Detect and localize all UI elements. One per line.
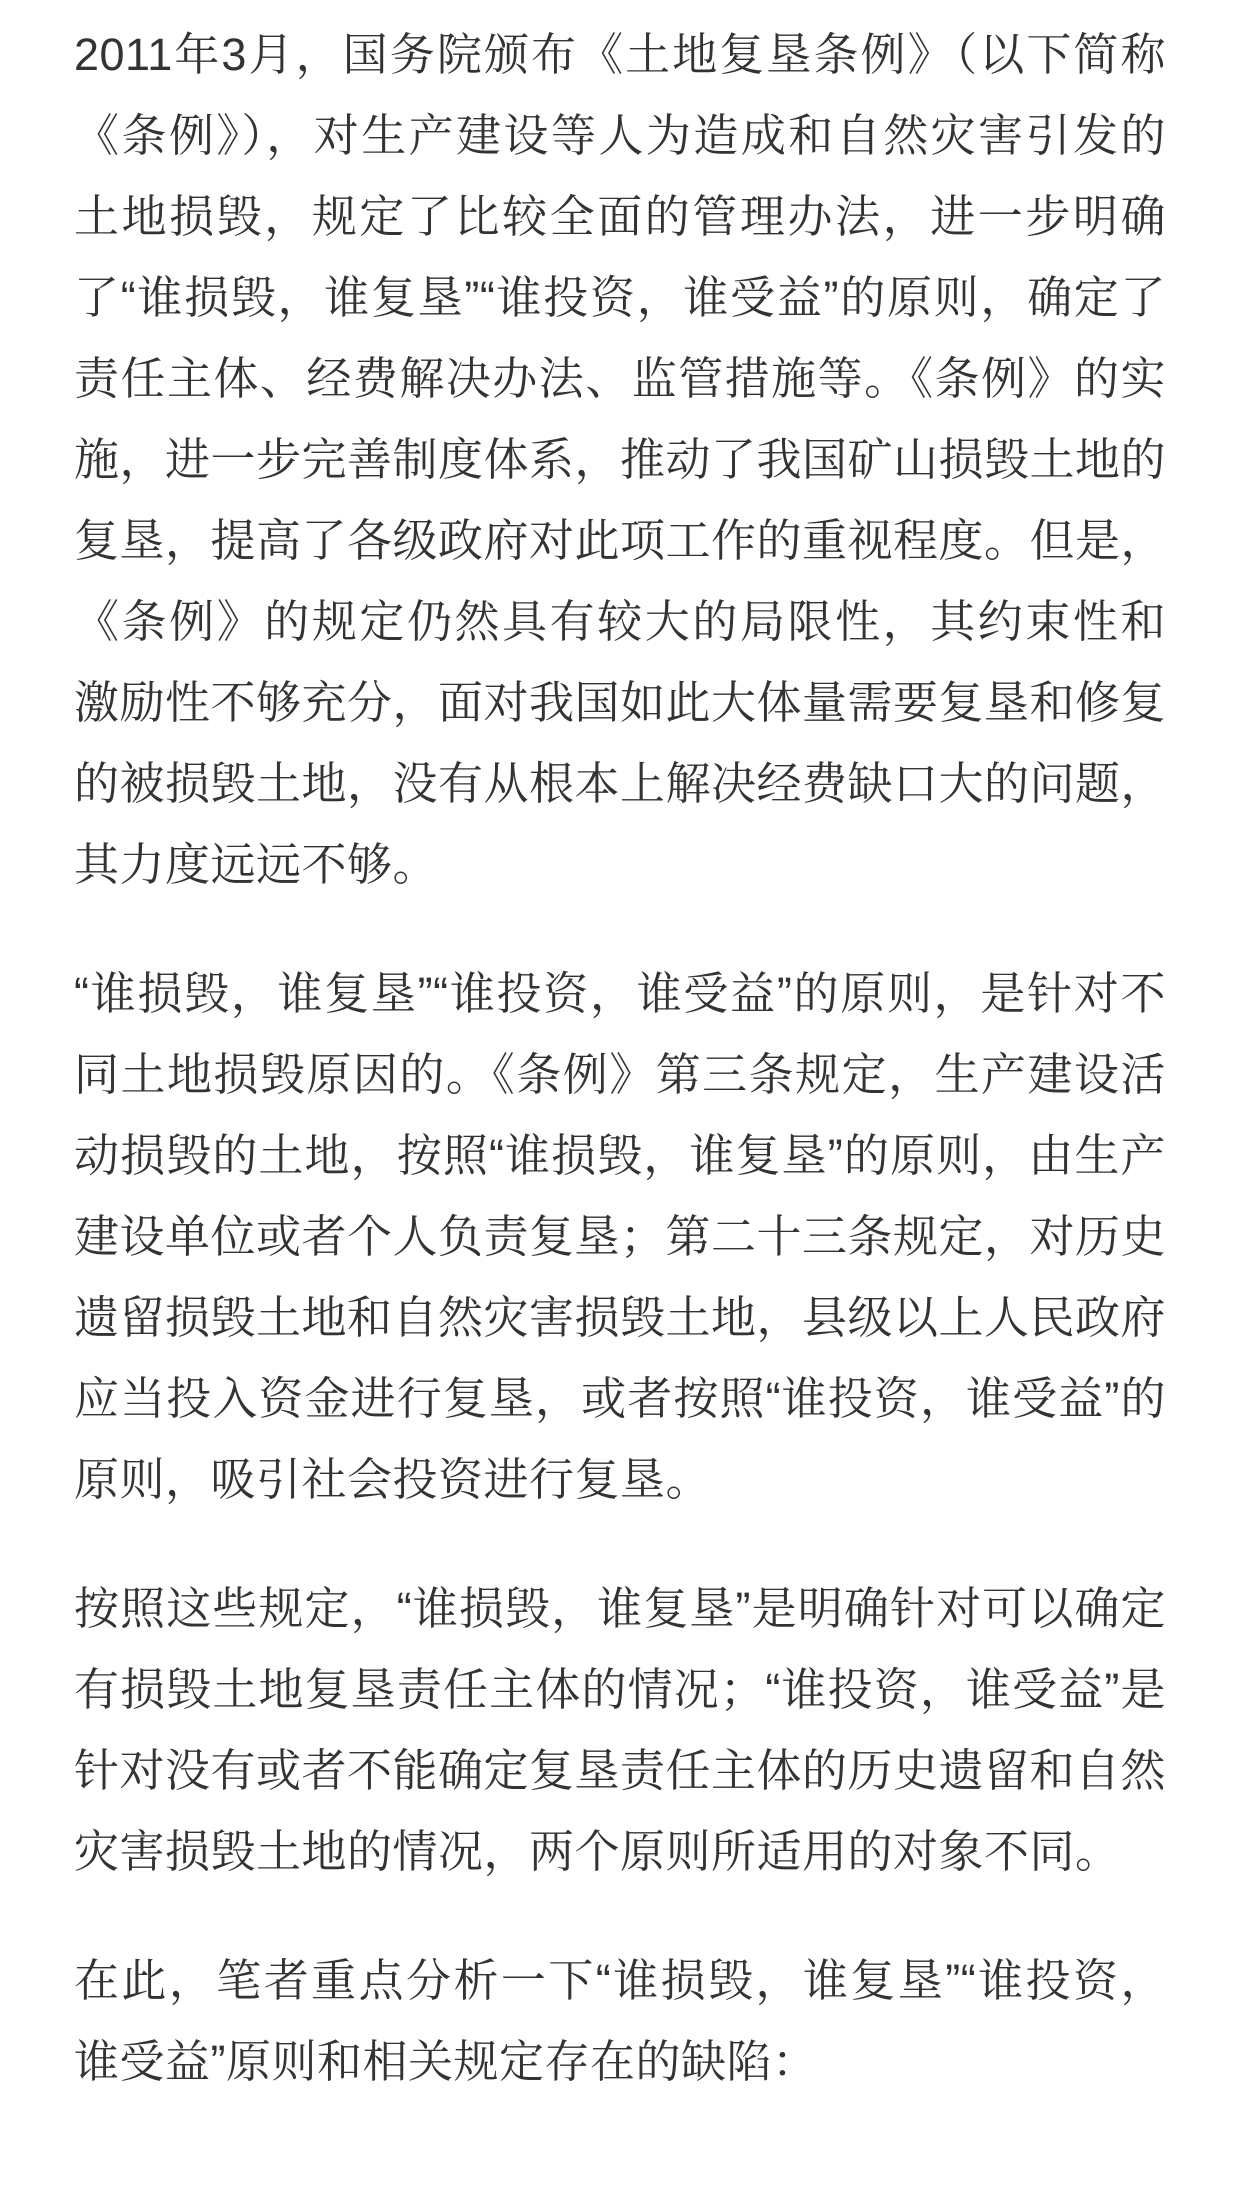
paragraph: 在此，笔者重点分析一下“谁损毁，谁复垦”“谁投资，谁受益”原则和相关规定存在的缺陷： [74,1955,1166,2087]
paragraph: 按照这些规定，“谁损毁，谁复垦”是明确针对可以确定有损毁土地复垦责任主体的情况；“谁投资，谁受益”是针对没有或者不能确定复垦责任主体的历史遗留和自然灾害损毁土地的情况，两个原则所适用的对象不同。 [74,1583,1167,1877]
paragraph: “谁损毁，谁复垦”“谁投资，谁受益”的原则，是针对不同土地损毁原因的。《条例》第三条规定，生产建设活动损毁的土地，按照“谁损毁，谁复垦”的原则，由生产建设单位或者个人负责复垦；第二十三条规定，对历史遗留损毁土地和自然灾害损毁土地，县级以上人民政府应当投入资金进行复垦，或者按照“谁投资，谁受益”的原则，吸引社会投资进行复垦。 [74,968,1167,1505]
paragraph: 2011年3月，国务院颁布《土地复垦条例》（以下简称《条例》），对生产建设等人为造成和自然灾害引发的土地损毁，规定了比较全面的管理办法，进一步明确了“谁损毁，谁复垦”“谁投资，谁受益”的原则，确定了责任主体、经费解决办法、监管措施等。《条例》的实施，进一步完善制度体系，推动了我国矿山损毁土地的复垦，提高了各级政府对此项工作的重视程度。但是，《条例》的规定仍然具有较大的局限性，其约束性和激励性不够充分，面对我国如此大体量需要复垦和修复的被损毁土地，没有从根本上解决经费缺口大的问题，其力度远远不够。 [74,29,1167,890]
article-body [74,14,1166,2102]
